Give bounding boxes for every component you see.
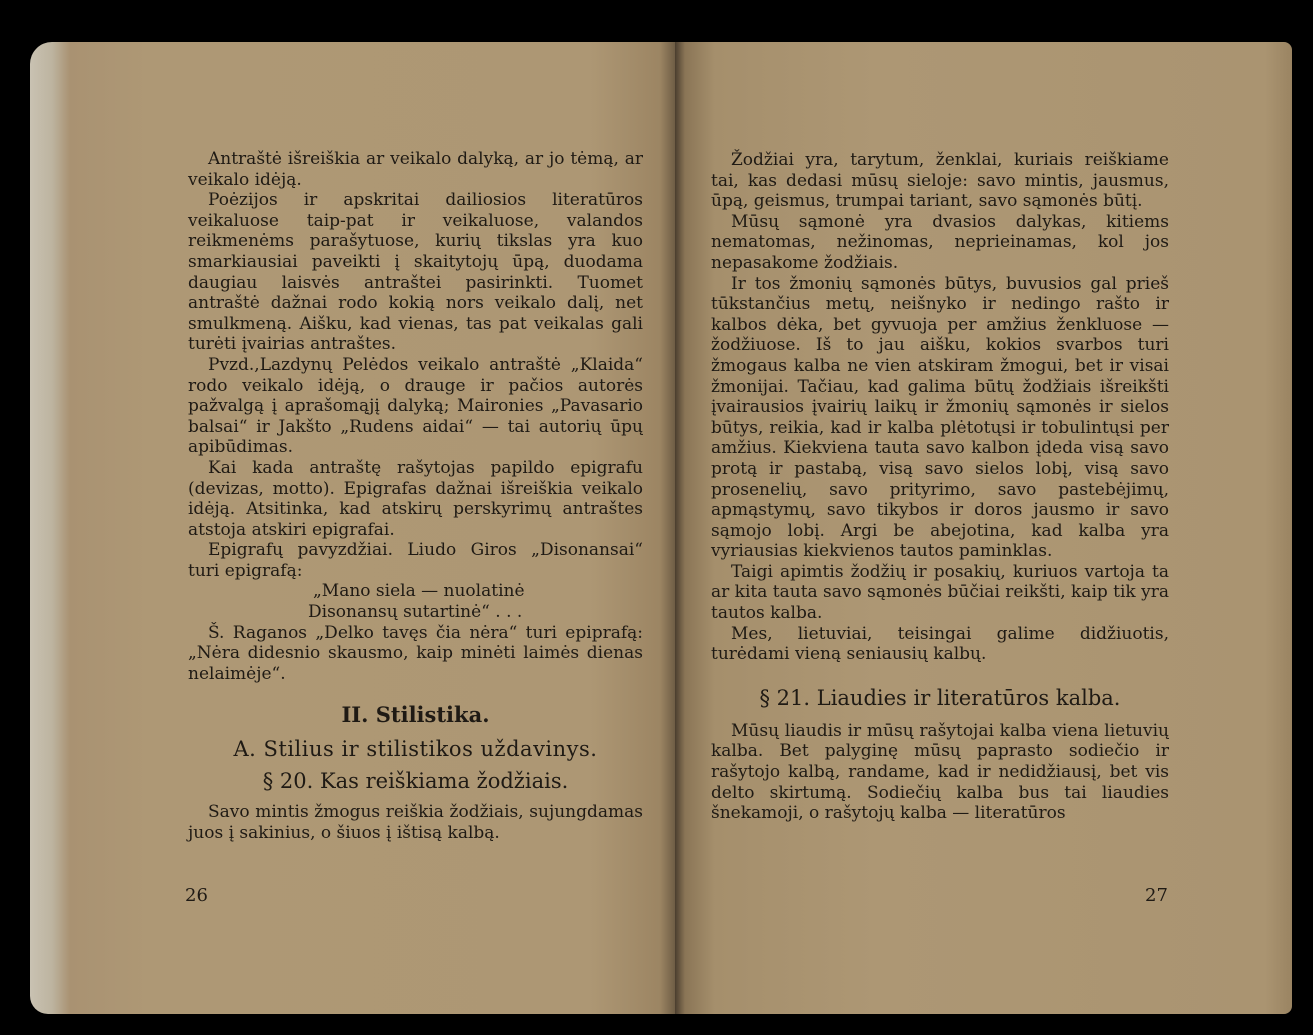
paragraph: Žodžiai yra, tarytum, ženklai, kuriais reiškiame tai, kas dedasi mūsų sieloje: savo mintis, jausmus, ūpą, geismus, trumpai tariant, savo sąmonės būtį. (711, 150, 1169, 212)
section-heading: II. Stilistika. (341, 702, 490, 728)
paragraph: Poėzijos ir apskritai dailiosios literatūros veikaluose taip-pat ir veikaluose, valandos reikmenėms parašytuose, kurių tikslas yra kuo smarkiausiai paveikti į skaitytojų ūpą, duodama daugiau laisvės antraštei pasirinkti. Tuomet antraštė dažnai rodo kokią nors veikalo dalį, net smulkmeną. Aišku, kad vienas, tas pat veikalas gali turėti įvairias antraštes. (188, 190, 643, 355)
left-page (30, 42, 675, 1014)
left-page-text (188, 149, 643, 844)
paragraph: Mes, lietuviai, teisingai galime didžiuotis, turėdami vieną seniausių kalbų. (711, 623, 1169, 665)
page-number: 27 (1145, 885, 1168, 906)
right-page-text (711, 150, 1169, 824)
poem-line: Disonansų sutartinė“ . . . (308, 602, 523, 623)
paragraph: Š. Raganos „Delko tavęs čia nėra“ turi epiprafą: „Nėra didesnio skausmo, kaip minėti laimės dienas nelaimėje“. (188, 622, 643, 684)
paragraph-heading: § 21. Liaudies ir literatūros kalba. (759, 685, 1121, 710)
paragraph: Epigrafų pavyzdžiai. Liudo Giros „Disonansai“ turi epigrafą: (188, 540, 643, 581)
paragraph: Mūsų sąmonė yra dvasios dalykas, kitiems nematomas, nežinomas, neprieinamas, kol jos nepasakome žodžiais. (711, 211, 1169, 273)
paragraph-heading: § 20. Kas reiškiama žodžiais. (262, 769, 569, 794)
paragraph: Antraštė išreiškia ar veikalo dalyką, ar jo tėmą, ar veikalo idėją. (188, 149, 643, 190)
page-number: 26 (185, 885, 208, 906)
paragraph: Pvzd.,Lazdynų Pelėdos veikalo antraštė „Klaida“ rodo veikalo idėją, o drauge ir pačios autorės pažvalgą į aprašomąjį dalyką; Maironies „Pavasario balsai“ ir Jakšto „Rudens aidai“ — tai autorių ūpų apibūdimas. (188, 354, 643, 458)
paragraph: Taigi apimtis žodžių ir posakių, kuriuos vartoja ta ar kita tauta savo sąmonės būčiai reikšti, kaip tik yra tautos kalba. (711, 561, 1170, 624)
paragraph: Kai kada antraštę rašytojas papildo epigrafu (devizas, motto). Epigrafas dažnai išreiškia veikalo idėją. Atsitinka, kad atskirų perskyrimų antraštes atstoja atskiri epigrafai. (188, 457, 643, 540)
right-page (675, 42, 1292, 1014)
poem-line: „Mano siela — nuolatinė (313, 581, 525, 602)
paragraph: Ir tos žmonių sąmonės būtys, buvusios gal prieš tūkstančius metų, neišnyko ir nedingo rašto ir kalbos dėka, bet gyvuoja per amžius ženkluose — žodžiuose. Iš to jau aišku, kokios svarbos turi žmogaus kalba ne vien atskiram žmogui, bet ir visai žmonijai. Tačiau, kad galima būtų žodžiais išreikšti įvairausios įvairių laikų ir žmonių sąmonės ir sielos būtys, reikia, kad ir kalba plėtotųsi ir tobulintųsi per amžius. Kiekviena tauta savo kalbon įdeda visą savo protą ir pastabą, visą savo sielos lobį, visą savo prosenelių, savo prityrimo, savo pastebėjimų, apmąstymų, savo tikybos ir doros jausmo ir savo sąmojo lobį. Argi be abejotina, kad kalba yra vyriausias kiekvienos tautos paminklas. (711, 273, 1169, 562)
paragraph: Savo mintis žmogus reiškia žodžiais, sujungdamas juos į sakinius, o šiuos į ištisą kalbą. (188, 802, 643, 844)
subsection-heading: A. Stilius ir stilistikos uždavinys. (233, 737, 598, 762)
open-book (30, 42, 1292, 1014)
paragraph: Mūsų liaudis ir mūsų rašytojai kalba viena lietuvių kalba. Bet palyginę mūsų paprasto sodiečio ir rašytojo kalbą, randame, kad ir nedidžiausį, bet vis delto skirtumą. Sodiečių kalba bus tai liaudies šnekamoji, o rašytojų kalba — literatūros (711, 720, 1169, 824)
